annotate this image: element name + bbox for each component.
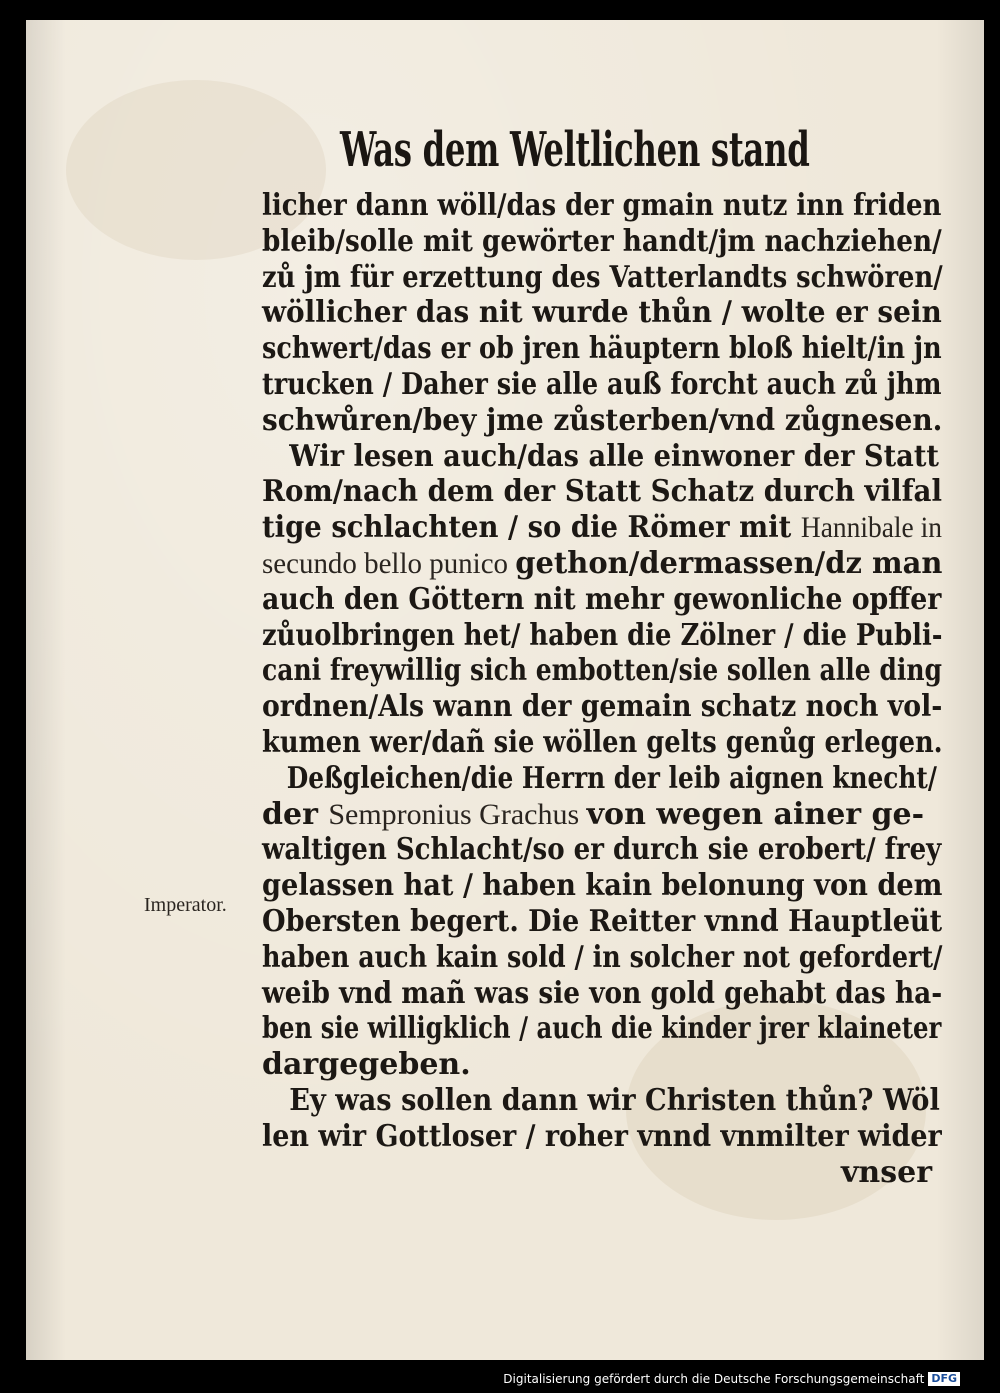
text-line — [262, 903, 943, 940]
roman-text-segment: secundo bello punico — [262, 546, 516, 580]
text-line — [262, 1047, 942, 1083]
text-line — [262, 474, 942, 510]
fraktur-text-segment: wöllicher das nit wurde thůn / wolte er sein — [262, 295, 942, 331]
text-line — [262, 760, 937, 797]
fraktur-text-segment: Rom/nach dem der Statt Schatz durch vilfal — [262, 474, 942, 510]
fraktur-text-segment: von wegen ainer ge- — [586, 796, 925, 832]
text-line — [262, 510, 942, 546]
roman-text-segment: Hannibale in — [800, 511, 942, 545]
text-line — [262, 832, 942, 868]
fraktur-text-segment: dargegeben. — [262, 1047, 471, 1083]
body-text — [262, 188, 942, 1190]
text-line — [262, 1118, 942, 1155]
text-line — [262, 1155, 942, 1191]
fraktur-text-segment: Obersten begert. Die Reitter vnnd Hauptleüt — [262, 903, 943, 939]
text-line — [262, 259, 943, 296]
fraktur-text-segment: ordnen/Als wann der gemain schatz noch vol- — [262, 689, 943, 725]
text-line — [262, 975, 943, 1012]
text-line — [262, 653, 943, 689]
fraktur-text-segment: haben auch kain sold / in solcher not gefordert/ — [262, 939, 943, 975]
text-line — [262, 581, 942, 618]
fraktur-text-segment: Ey was sollen dann wir Christen thůn? Wöl — [289, 1082, 940, 1118]
fraktur-text-segment: licher dann wöll/das der gmain nutz inn friden — [262, 188, 942, 223]
fraktur-text-segment: gethon/dermassen/dz man — [515, 545, 943, 581]
text-line — [262, 724, 943, 761]
fraktur-text-segment: ben sie willigklich / auch die kinder jrer klaineter — [262, 1011, 942, 1047]
fraktur-text-segment: vnser — [840, 1154, 932, 1190]
footer-credit: Digitalisierung gefördert durch die Deutsche Forschungsgemeinschaft — [503, 1372, 925, 1386]
fraktur-text-segment: bleib/solle mit gewörter handt/jm nachziehen/ — [262, 223, 942, 259]
fraktur-text-segment: kumen wer/dañ sie wöllen gelts genůg erlegen. — [262, 724, 943, 760]
roman-text-segment: Sempronius Grachus — [328, 797, 587, 831]
fraktur-text-segment: auch den Göttern nit mehr gewonliche opffer — [262, 581, 942, 617]
digitization-footer — [503, 1372, 960, 1386]
running-head: Was dem Weltlichen stand — [340, 122, 810, 178]
fraktur-text-segment: zůuolbringen het/ haben die Zölner / die Publi- — [262, 617, 943, 653]
text-line — [262, 331, 942, 367]
text-line — [262, 868, 943, 904]
fraktur-text-segment: cani freywillig sich embotten/sie sollen alle ding — [262, 653, 943, 689]
text-line — [262, 1082, 940, 1119]
text-line — [262, 295, 942, 331]
text-line — [262, 223, 942, 260]
fraktur-text-segment: Wir lesen auch/das alle einwoner der Statt — [289, 438, 939, 474]
text-line — [262, 545, 943, 582]
fraktur-text-segment: der — [262, 796, 329, 832]
fraktur-text-segment: len wir Gottloser / roher vnnd vnmilter wider — [262, 1118, 942, 1154]
text-line — [262, 366, 942, 403]
text-line — [262, 1011, 942, 1047]
fraktur-text-segment: weib vnd mañ was sie von gold gehabt das ha- — [262, 975, 943, 1011]
text-line — [262, 188, 942, 224]
fraktur-text-segment: schwůren/bey jme zůsterben/vnd zůgnesen. — [262, 402, 943, 438]
text-line — [262, 438, 939, 475]
text-line — [262, 797, 942, 833]
fraktur-text-segment: waltigen Schlacht/so er durch sie erobert/ frey — [262, 832, 942, 868]
fraktur-text-segment: schwert/das er ob jren häuptern bloß hielt/in jn — [262, 331, 942, 367]
dfg-logo: DFG — [928, 1372, 960, 1386]
marginal-note: Imperator. — [144, 894, 227, 916]
text-line — [262, 617, 943, 654]
fraktur-text-segment: Deßgleichen/die Herrn der leib aignen knecht/ — [286, 760, 937, 796]
text-line — [262, 402, 943, 439]
fraktur-text-segment: tige schlachten / so die Römer mit — [262, 510, 801, 546]
fraktur-text-segment: zů jm für erzettung des Vatterlandts schwören/ — [262, 259, 943, 295]
fraktur-text-segment: gelassen hat / haben kain belonung von dem — [262, 868, 943, 904]
text-line — [262, 939, 943, 976]
fraktur-text-segment: trucken / Daher sie alle auß forcht auch zů jhm — [262, 366, 942, 402]
text-line — [262, 689, 943, 725]
